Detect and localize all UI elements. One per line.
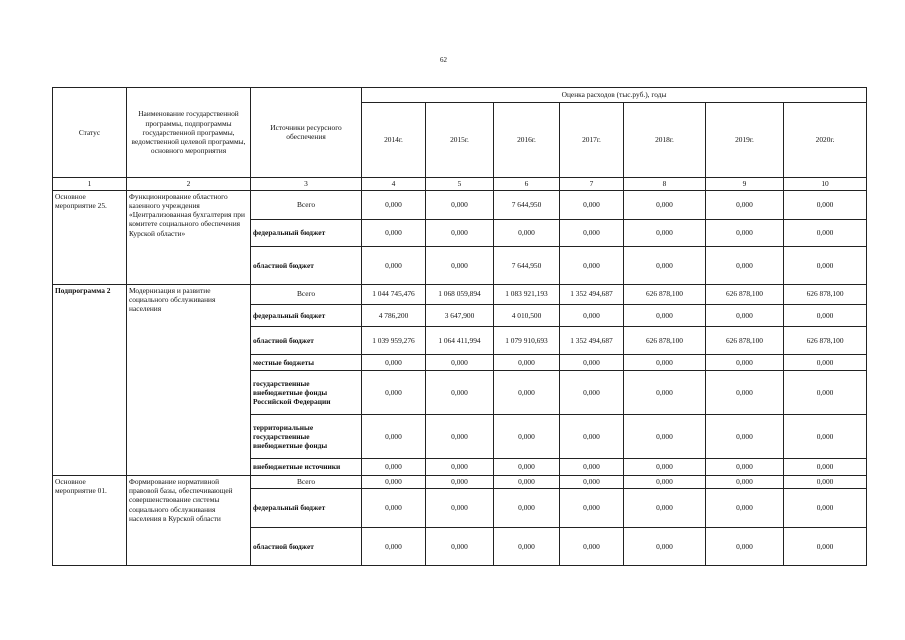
header-row — [53, 88, 867, 103]
value-cell: 0,000 — [560, 371, 624, 415]
value-cell: 1 044 745,476 — [362, 284, 426, 304]
row-source: территориальные государственные внебюджетные фонды — [251, 415, 362, 459]
value-cell: 0,000 — [624, 475, 706, 488]
column-number: 9 — [706, 177, 784, 190]
column-number: 8 — [624, 177, 706, 190]
row-name: Модернизация и развитие социального обслуживания населения — [127, 284, 251, 475]
header-year: 2017г. — [560, 102, 624, 177]
header-status: Статус — [53, 88, 127, 178]
value-cell: 0,000 — [362, 354, 426, 371]
expenses-table — [52, 87, 867, 566]
row-source: Всего — [251, 284, 362, 304]
row-source: Всего — [251, 190, 362, 219]
value-cell: 626 878,100 — [624, 327, 706, 354]
value-cell: 0,000 — [362, 219, 426, 246]
column-number: 2 — [127, 177, 251, 190]
value-cell: 626 878,100 — [706, 327, 784, 354]
row-status: Основное мероприятие 25. — [53, 190, 127, 284]
value-cell: 0,000 — [784, 488, 867, 528]
row-source: государственные внебюджетные фонды Российской Федерации — [251, 371, 362, 415]
value-cell: 1 064 411,994 — [426, 327, 494, 354]
value-cell: 0,000 — [362, 190, 426, 219]
value-cell: 0,000 — [426, 190, 494, 219]
value-cell: 0,000 — [426, 528, 494, 566]
row-source: федеральный бюджет — [251, 304, 362, 327]
column-number: 6 — [494, 177, 560, 190]
value-cell: 0,000 — [706, 415, 784, 459]
value-cell: 0,000 — [624, 528, 706, 566]
row-source: областной бюджет — [251, 247, 362, 285]
column-number: 7 — [560, 177, 624, 190]
value-cell: 7 644,950 — [494, 247, 560, 285]
header-year: 2018г. — [624, 102, 706, 177]
row-source: федеральный бюджет — [251, 219, 362, 246]
row-source: областной бюджет — [251, 528, 362, 566]
table-row — [53, 475, 867, 488]
value-cell: 0,000 — [624, 488, 706, 528]
value-cell: 1 079 910,693 — [494, 327, 560, 354]
header-name: Наименование государственной программы, подпрограммы государственной программы, ведомственной целевой программы, основного мероприятия — [127, 88, 251, 178]
value-cell: 0,000 — [560, 190, 624, 219]
value-cell: 626 878,100 — [624, 284, 706, 304]
value-cell: 626 878,100 — [706, 284, 784, 304]
value-cell: 0,000 — [624, 371, 706, 415]
value-cell: 0,000 — [494, 459, 560, 476]
value-cell: 0,000 — [426, 247, 494, 285]
value-cell: 0,000 — [560, 304, 624, 327]
row-source: Всего — [251, 475, 362, 488]
value-cell: 0,000 — [362, 415, 426, 459]
column-number: 5 — [426, 177, 494, 190]
column-number: 3 — [251, 177, 362, 190]
value-cell: 0,000 — [706, 371, 784, 415]
value-cell: 7 644,950 — [494, 190, 560, 219]
value-cell: 0,000 — [706, 354, 784, 371]
value-cell: 0,000 — [624, 354, 706, 371]
value-cell: 0,000 — [494, 354, 560, 371]
row-name: Функционирование областного казенного учреждения «Централизованная бухгалтерия при комитете социального обеспечения Курской области» — [127, 190, 251, 284]
value-cell: 0,000 — [362, 459, 426, 476]
value-cell: 0,000 — [706, 304, 784, 327]
page-number: 62 — [440, 56, 447, 64]
row-status: Подпрограмма 2 — [53, 284, 127, 475]
value-cell: 1 352 494,687 — [560, 284, 624, 304]
header-year: 2016г. — [494, 102, 560, 177]
value-cell: 0,000 — [784, 528, 867, 566]
value-cell: 0,000 — [560, 475, 624, 488]
value-cell: 1 083 921,193 — [494, 284, 560, 304]
column-number: 4 — [362, 177, 426, 190]
value-cell: 0,000 — [706, 247, 784, 285]
value-cell: 0,000 — [560, 354, 624, 371]
row-source: местные бюджеты — [251, 354, 362, 371]
value-cell: 0,000 — [426, 371, 494, 415]
value-cell: 1 352 494,687 — [560, 327, 624, 354]
row-name: Формирование нормативной правовой базы, обеспечивающей совершенствование системы социального обслуживания населения в Курской области — [127, 475, 251, 565]
value-cell: 0,000 — [784, 459, 867, 476]
value-cell: 0,000 — [362, 475, 426, 488]
value-cell: 0,000 — [784, 354, 867, 371]
table-row — [53, 190, 867, 219]
value-cell: 0,000 — [494, 219, 560, 246]
value-cell: 0,000 — [706, 190, 784, 219]
value-cell: 0,000 — [560, 415, 624, 459]
value-cell: 0,000 — [706, 475, 784, 488]
value-cell: 1 039 959,276 — [362, 327, 426, 354]
value-cell: 0,000 — [624, 304, 706, 327]
value-cell: 0,000 — [560, 459, 624, 476]
row-source: внебюджетные источники — [251, 459, 362, 476]
header-year: 2014г. — [362, 102, 426, 177]
header-year: 2020г. — [784, 102, 867, 177]
value-cell: 0,000 — [784, 247, 867, 285]
value-cell: 0,000 — [784, 415, 867, 459]
value-cell: 0,000 — [426, 219, 494, 246]
value-cell: 0,000 — [426, 415, 494, 459]
value-cell: 0,000 — [624, 219, 706, 246]
value-cell: 0,000 — [624, 247, 706, 285]
value-cell: 0,000 — [494, 371, 560, 415]
value-cell: 0,000 — [362, 371, 426, 415]
value-cell: 0,000 — [784, 304, 867, 327]
value-cell: 4 786,200 — [362, 304, 426, 327]
value-cell: 0,000 — [362, 528, 426, 566]
value-cell: 0,000 — [784, 190, 867, 219]
value-cell: 0,000 — [560, 488, 624, 528]
value-cell: 0,000 — [426, 354, 494, 371]
value-cell: 0,000 — [494, 488, 560, 528]
value-cell: 0,000 — [624, 190, 706, 219]
value-cell: 0,000 — [706, 459, 784, 476]
value-cell: 0,000 — [362, 488, 426, 528]
header-year: 2019г. — [706, 102, 784, 177]
value-cell: 0,000 — [426, 459, 494, 476]
value-cell: 0,000 — [784, 475, 867, 488]
value-cell: 0,000 — [784, 219, 867, 246]
value-cell: 0,000 — [560, 528, 624, 566]
value-cell: 0,000 — [426, 488, 494, 528]
header-estimate: Оценка расходов (тыс.руб.), годы — [362, 88, 867, 103]
value-cell: 0,000 — [494, 415, 560, 459]
value-cell: 0,000 — [706, 528, 784, 566]
value-cell: 4 010,500 — [494, 304, 560, 327]
value-cell: 626 878,100 — [784, 284, 867, 304]
value-cell: 0,000 — [560, 247, 624, 285]
value-cell: 0,000 — [624, 459, 706, 476]
value-cell: 1 068 059,894 — [426, 284, 494, 304]
column-number: 10 — [784, 177, 867, 190]
row-status: Основное мероприятие 01. — [53, 475, 127, 565]
row-source: федеральный бюджет — [251, 488, 362, 528]
value-cell: 0,000 — [784, 371, 867, 415]
value-cell: 626 878,100 — [784, 327, 867, 354]
value-cell: 0,000 — [426, 475, 494, 488]
value-cell: 0,000 — [560, 219, 624, 246]
row-source: областной бюджет — [251, 327, 362, 354]
header-sources: Источники ресурсного обеспечения — [251, 88, 362, 178]
value-cell: 0,000 — [494, 475, 560, 488]
value-cell: 0,000 — [494, 528, 560, 566]
value-cell: 0,000 — [706, 219, 784, 246]
value-cell: 0,000 — [362, 247, 426, 285]
value-cell: 0,000 — [706, 488, 784, 528]
column-number: 1 — [53, 177, 127, 190]
header-year: 2015г. — [426, 102, 494, 177]
value-cell: 3 647,900 — [426, 304, 494, 327]
table-row — [53, 284, 867, 304]
column-numbers-row — [53, 177, 867, 190]
value-cell: 0,000 — [624, 415, 706, 459]
